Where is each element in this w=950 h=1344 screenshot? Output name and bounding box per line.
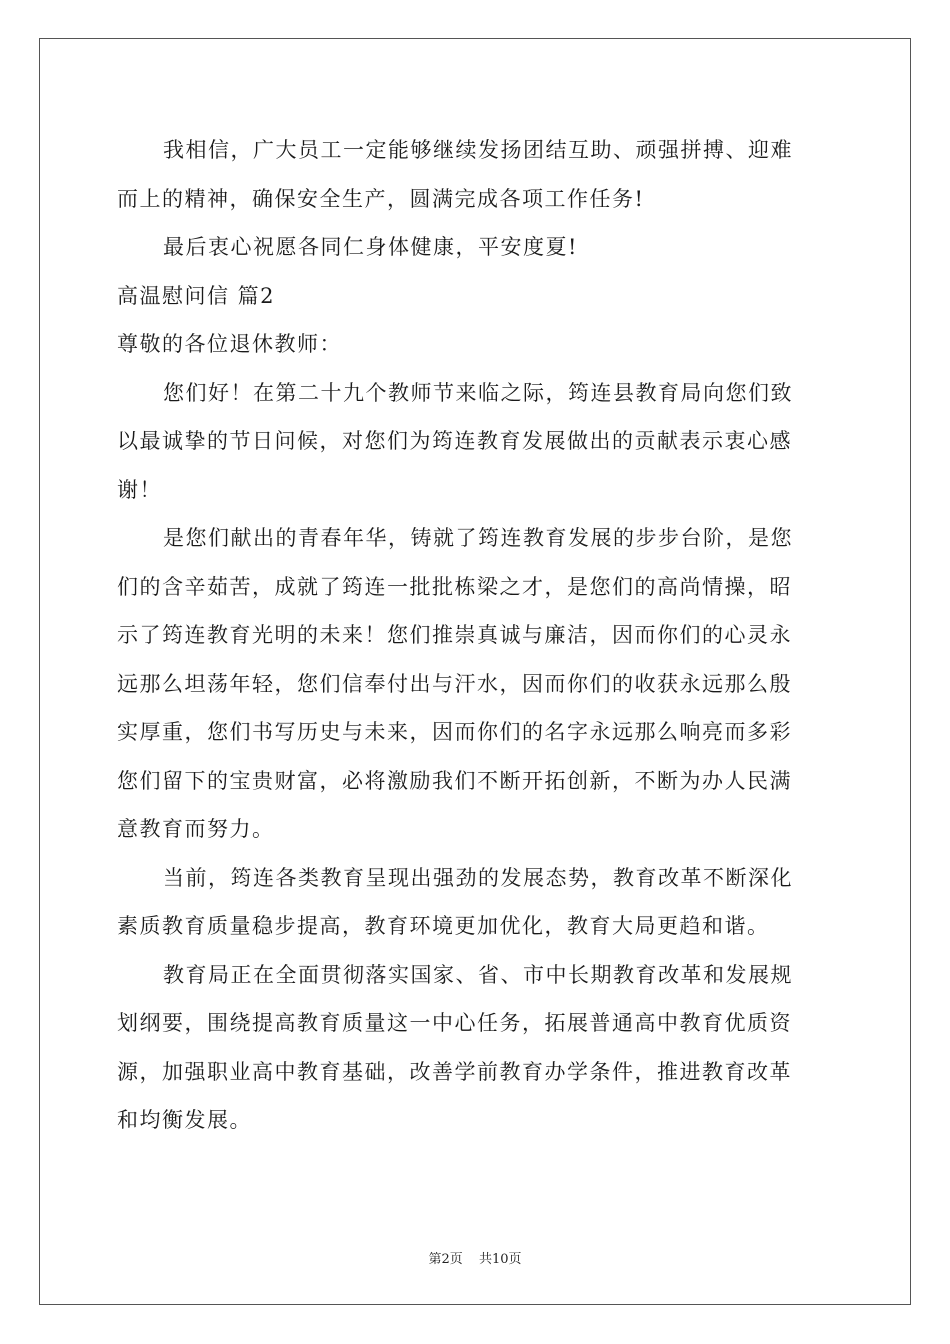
text-line: 您们好！在第二十九个教师节来临之际，筠连县教育局向您们致	[163, 380, 793, 405]
text-line: 当前，筠连各类教育呈现出强劲的发展态势，教育改革不断深化	[163, 865, 793, 890]
page-total: 共10页	[478, 1252, 522, 1267]
text-line: 您们留下的宝贵财富，必将激励我们不断开拓创新，不断为办人民满	[117, 768, 792, 793]
text-line: 以最诚挚的节日问候，对您们为筠连教育发展做出的贡献表示衷心感	[117, 429, 792, 453]
text-line: 素质教育质量稳步提高，教育环境更加优化，教育大局更趋和谐。	[117, 914, 770, 938]
text-line: 远那么坦荡年轻，您们信奉付出与汗水，因而你们的收获永远那么殷	[117, 671, 792, 696]
text-line: 划纲要，围绕提高教育质量这一中心任务，拓展普通高中教育优质资	[117, 1011, 792, 1035]
salutation: 尊敬的各位退休教师：	[117, 332, 342, 356]
text-line: 谢！	[117, 477, 162, 502]
text-line: 和均衡发展。	[117, 1108, 252, 1132]
text-line: 实厚重，您们书写历史与未来，因而你们的名字永远那么响亮而多彩	[117, 720, 792, 744]
text-line: 最后衷心祝愿各同仁身体健康，平安度夏!	[163, 235, 578, 259]
text-line: 教育局正在全面贯彻落实国家、省、市中长期教育改革和发展规	[163, 962, 793, 987]
page-footer	[0, 1248, 950, 1267]
text-line: 意教育而努力。	[117, 817, 275, 841]
text-line: 示了筠连教育光明的未来！您们推崇真诚与廉洁，因而你们的心灵永	[117, 623, 792, 647]
text-line: 们的含辛茹苦，成就了筠连一批批栋梁之才，是您们的高尚情操，昭	[117, 574, 792, 599]
text-line: 我相信，广大员工一定能够继续发扬团结互助、顽强拼搏、迎难	[163, 138, 793, 162]
page-number: 第2页	[428, 1252, 463, 1267]
section-heading: 高温慰问信 篇2	[117, 283, 276, 308]
text-line: 源，加强职业高中教育基础，改善学前教育办学条件，推进教育改革	[117, 1059, 792, 1084]
text-line: 是您们献出的青春年华，铸就了筠连教育发展的步步台阶，是您	[163, 526, 793, 550]
text-line: 而上的精神，确保安全生产，圆满完成各项工作任务!	[117, 186, 645, 211]
document-body	[117, 126, 837, 1145]
